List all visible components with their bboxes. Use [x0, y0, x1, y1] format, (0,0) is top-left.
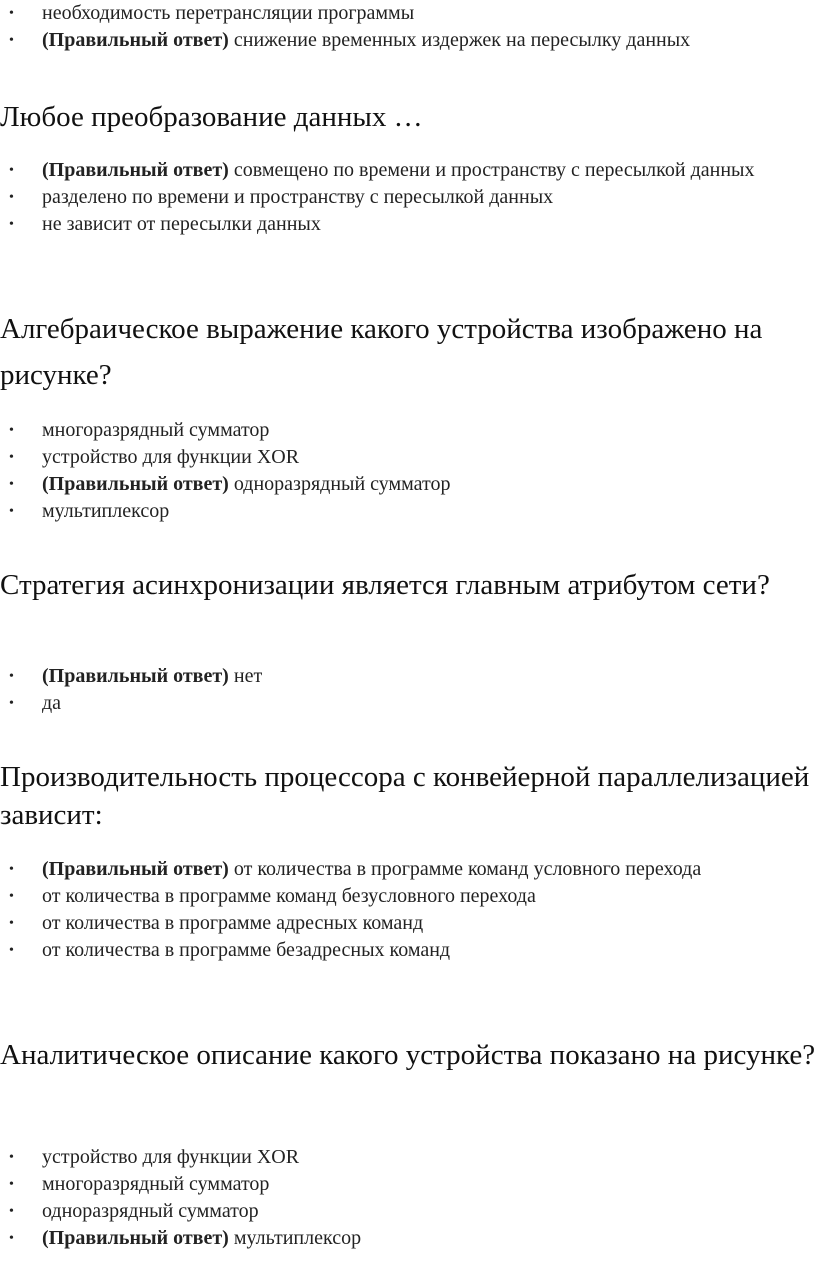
- question-block: [0, 1031, 816, 1079]
- answer-item: [0, 883, 816, 910]
- bullet-icon: •: [9, 504, 14, 519]
- correct-answer-mark: (Правильный ответ): [42, 1227, 229, 1249]
- answer-text: многоразрядный сумматор: [42, 419, 270, 441]
- bullet-icon: •: [9, 1150, 14, 1165]
- bullet-icon: •: [9, 6, 14, 21]
- question-title: Стратегия асинхронизации является главным атрибутом сети?: [0, 569, 770, 601]
- answer-list: [0, 663, 816, 717]
- answer-item: [0, 937, 816, 964]
- question-title: Любое преобразование данных …: [0, 101, 423, 133]
- question-block: [0, 99, 816, 135]
- answer-item: [0, 856, 816, 883]
- answers-block: [0, 1144, 816, 1252]
- answer-item: [0, 27, 816, 54]
- answer-list: [0, 1144, 816, 1252]
- answer-text: устройство для функции XOR: [42, 446, 300, 468]
- answer-text: снижение временных издержек на пересылку данных: [233, 29, 691, 51]
- answer-text: не зависит от пересылки данных: [42, 213, 321, 235]
- bullet-icon: •: [9, 190, 14, 205]
- question-title: Аналитическое описание какого устройства показано на рисунке?: [0, 1039, 816, 1071]
- answer-text: необходимость перетрансляции программы: [42, 2, 415, 24]
- answer-item: [0, 184, 816, 211]
- answer-text: совмещено по времени и пространству с пересылкой данных: [233, 159, 755, 181]
- bullet-icon: •: [9, 696, 14, 711]
- bullet-icon: •: [9, 477, 14, 492]
- answer-item: [0, 910, 816, 937]
- answer-item: [0, 690, 816, 717]
- correct-answer-mark: (Правильный ответ): [42, 29, 229, 51]
- bullet-icon: •: [9, 217, 14, 232]
- answer-list: [0, 417, 816, 525]
- answer-item: [0, 211, 816, 238]
- answer-list: [0, 0, 816, 54]
- answer-text: от количества в программе команд безусловного перехода: [42, 885, 536, 907]
- answer-text: нет: [233, 665, 263, 687]
- question-block: [0, 758, 816, 834]
- answers-block: [0, 856, 816, 964]
- answer-item: [0, 1225, 816, 1252]
- answers-block: [0, 417, 816, 525]
- bullet-icon: •: [9, 163, 14, 178]
- correct-answer-mark: (Правильный ответ): [42, 473, 229, 495]
- answer-item: [0, 157, 816, 184]
- answer-text: многоразрядный сумматор: [42, 1173, 270, 1195]
- answer-item: [0, 663, 816, 690]
- answer-item: [0, 444, 816, 471]
- answer-text: разделено по времени и пространству с пересылкой данных: [42, 186, 554, 208]
- bullet-icon: •: [9, 423, 14, 438]
- question-block: [0, 306, 816, 398]
- answer-text: одноразрядный сумматор: [233, 473, 451, 495]
- bullet-icon: •: [9, 889, 14, 904]
- answer-text: да: [42, 692, 62, 714]
- bullet-icon: •: [9, 916, 14, 931]
- answers-block: [0, 157, 816, 238]
- bullet-icon: •: [9, 33, 14, 48]
- question-title: Алгебраическое выражение какого устройства изображено на рисунке?: [0, 313, 763, 391]
- bullet-icon: •: [9, 669, 14, 684]
- answer-list: [0, 157, 816, 238]
- answer-item: [0, 1198, 816, 1225]
- bullet-icon: •: [9, 862, 14, 877]
- answer-item: [0, 471, 816, 498]
- answer-text: от количества в программе безадресных команд: [42, 939, 451, 961]
- intro-block: [0, 0, 816, 54]
- answer-text: мультиплексор: [42, 500, 170, 522]
- correct-answer-mark: (Правильный ответ): [42, 159, 229, 181]
- question-block: [0, 566, 816, 604]
- bullet-icon: •: [9, 450, 14, 465]
- answer-text: устройство для функции XOR: [42, 1146, 300, 1168]
- bullet-icon: •: [9, 943, 14, 958]
- answer-item: [0, 1144, 816, 1171]
- answer-text: от количества в программе команд условного перехода: [233, 858, 702, 880]
- answer-item: [0, 498, 816, 525]
- bullet-icon: •: [9, 1177, 14, 1192]
- correct-answer-mark: (Правильный ответ): [42, 665, 229, 687]
- answer-item: [0, 0, 816, 27]
- answer-item: [0, 1171, 816, 1198]
- correct-answer-mark: (Правильный ответ): [42, 858, 229, 880]
- answer-text: от количества в программе адресных команд: [42, 912, 424, 934]
- bullet-icon: •: [9, 1231, 14, 1246]
- answer-list: [0, 856, 816, 964]
- answer-item: [0, 417, 816, 444]
- answers-block: [0, 663, 816, 717]
- answer-text: мультиплексор: [233, 1227, 362, 1249]
- bullet-icon: •: [9, 1204, 14, 1219]
- question-title: Производительность процессора с конвейерной параллелизацией зависит:: [0, 761, 810, 831]
- answer-text: одноразрядный сумматор: [42, 1200, 259, 1222]
